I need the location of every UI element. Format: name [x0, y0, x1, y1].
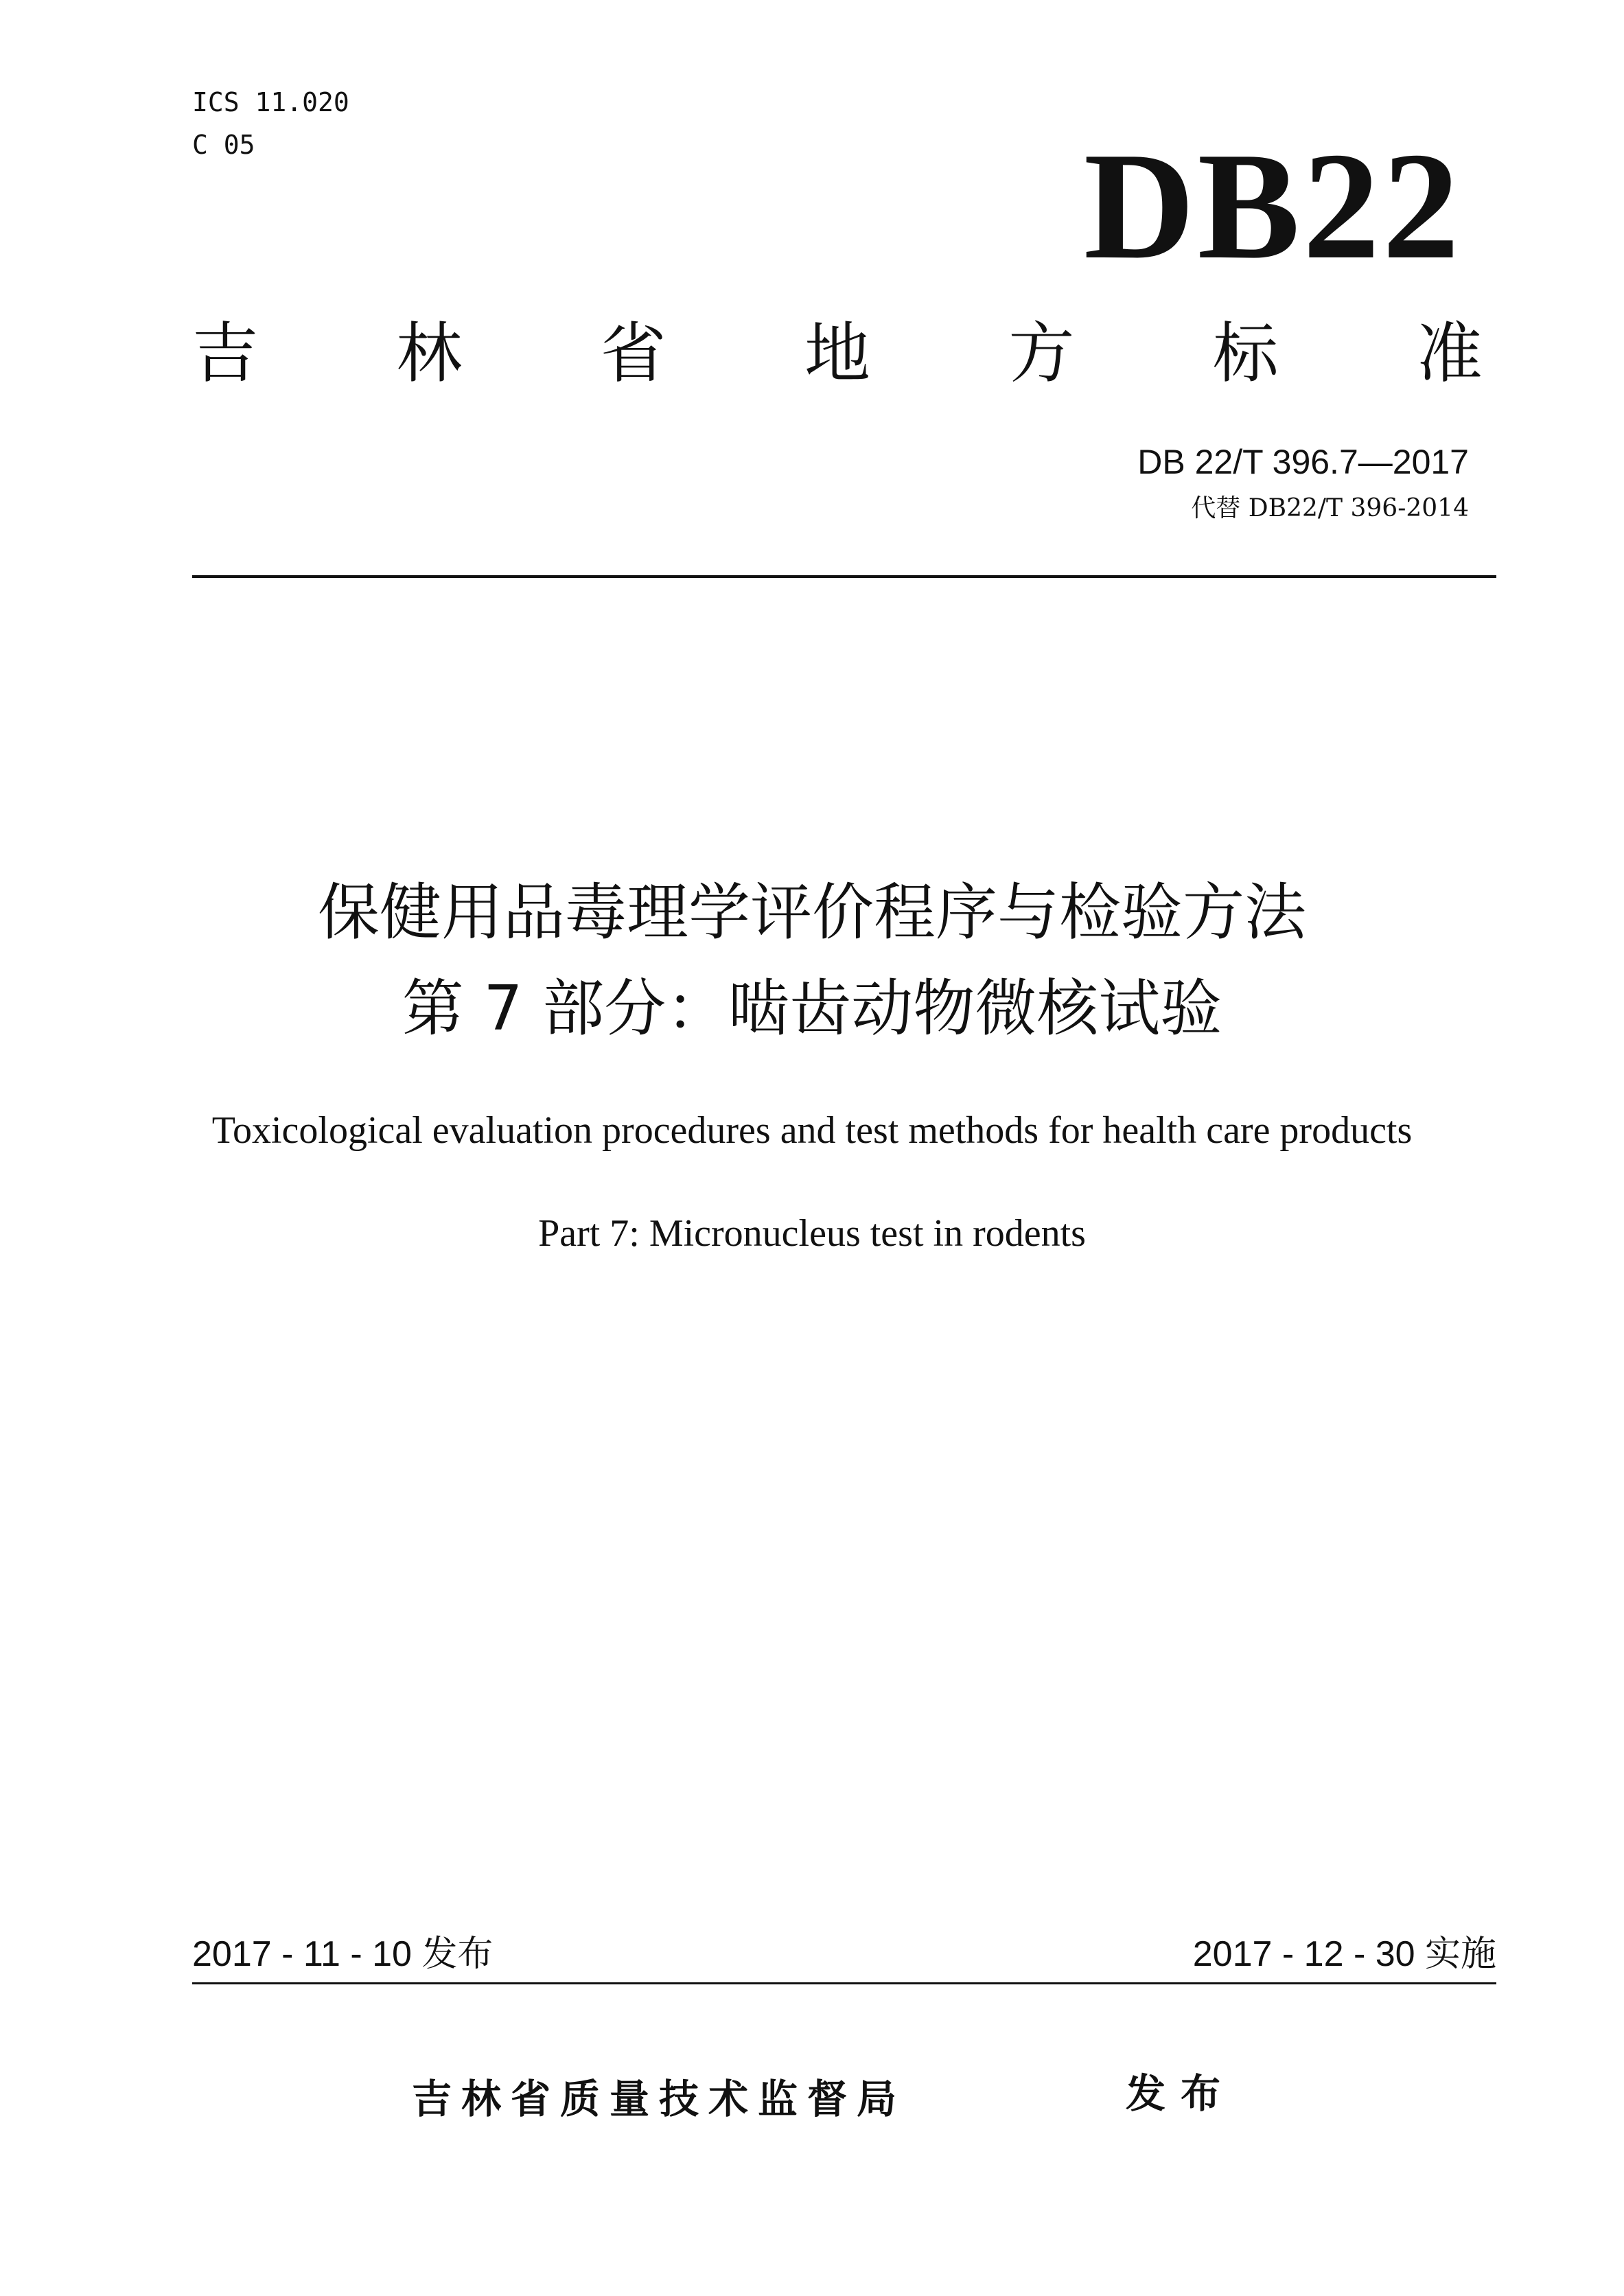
implementation-date: 2017 - 12 - 30 实施	[1192, 1934, 1496, 1974]
classification-codes	[192, 81, 349, 166]
title-cn-line2: 第 7 部分：啮齿动物微核试验	[402, 973, 1222, 1045]
org-title-char: 准	[1416, 315, 1483, 392]
standard-number: DB 22/T 396.7—2017	[1137, 443, 1469, 481]
publish-label: 发布	[1126, 2070, 1236, 2117]
replaces-standard: 代替 DB22/T 396-2014	[1191, 494, 1469, 522]
org-title-char: 林	[396, 315, 463, 392]
footer-divider	[192, 1982, 1496, 1984]
ccs-code: C 05	[192, 130, 255, 160]
org-title-char: 地	[804, 315, 870, 392]
org-title-char: 方	[1008, 315, 1075, 392]
issue-date: 2017 - 11 - 10 发布	[192, 1934, 494, 1974]
title-cn-line1: 保健用品毒理学评价程序与检验方法	[318, 877, 1306, 949]
title-en-line2: Part 7: Micronucleus test in rodents	[538, 1212, 1086, 1255]
header-divider	[192, 575, 1496, 578]
org-title	[192, 312, 1483, 395]
publisher-name: 吉林省质量技术监督局	[412, 2076, 907, 2122]
org-title-char: 吉	[192, 315, 258, 392]
org-title-char: 标	[1212, 315, 1279, 392]
ics-code: ICS 11.020	[192, 87, 349, 117]
standard-logo: DB22	[1083, 121, 1462, 291]
title-en-line1: Toxicological evaluation procedures and test methods for health care products	[211, 1109, 1413, 1152]
org-title-char: 省	[600, 315, 666, 392]
